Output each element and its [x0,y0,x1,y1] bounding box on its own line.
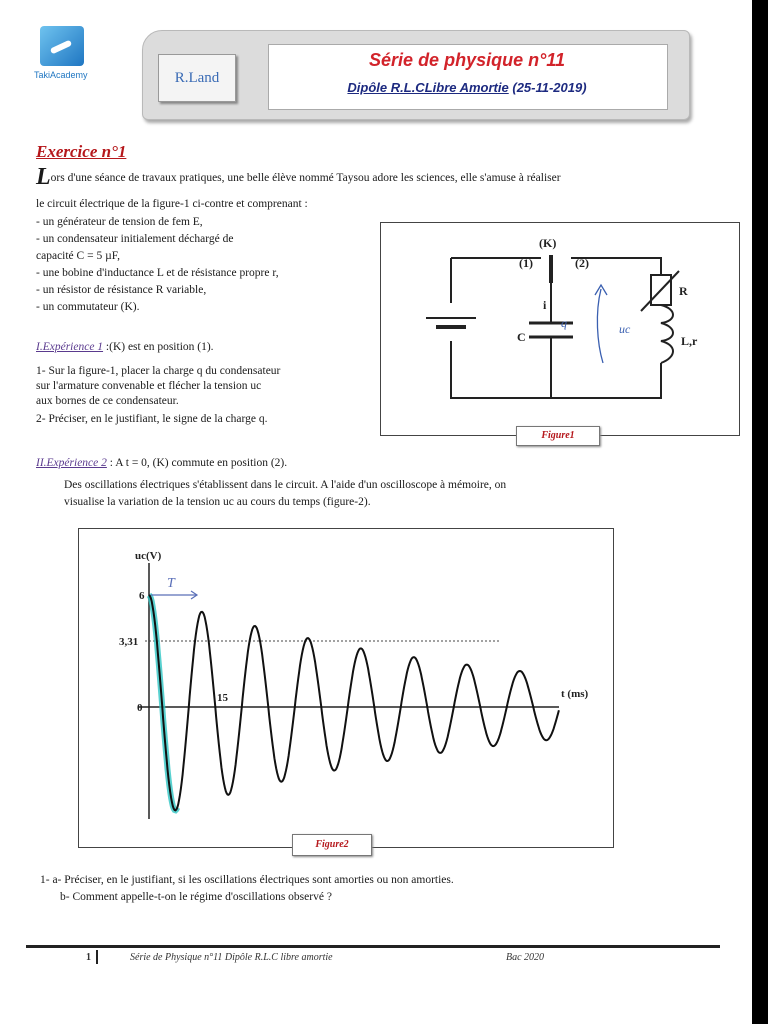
rland-badge: R.Land [158,54,236,102]
uc-curve [149,595,559,810]
takiacademy-logo [34,26,106,96]
list-item: - un résistor de résistance R variable, [36,284,207,296]
footer-text: Série de Physique n°11 Dipôle R.L.C libre amortie [130,952,333,963]
question-1a: 1- a- Préciser, en le justifiant, si les oscillations électriques sont amorties ou non amorties. [40,874,454,886]
footer-rule [26,945,720,948]
footer-separator [96,950,98,964]
tick-label: 0 [137,702,143,714]
coil-path [661,305,673,363]
pos2-label: (2) [575,256,589,270]
highlight-curve [149,595,177,810]
right-border-bar [752,0,768,1024]
figure2-caption: Figure2 [292,834,372,856]
part2-label: II.Expérience 2 [36,457,107,469]
drop-cap: L [36,164,51,190]
question-1b: b- Comment appelle-t-on le régime d'oscillations observé ? [60,891,332,903]
list-item: - une bobine d'inductance L et de résistance propre r, [36,267,279,279]
figure2-frame [78,528,614,848]
tick-label: 6 [139,590,145,602]
question-line: sur l'armature convenable et flécher la tension uc [36,380,262,392]
part2-text: : A t = 0, (K) commute en position (2). [106,457,288,469]
part1-text: :(K) est en position (1). [103,341,214,353]
subtitle-date: (25-11-2019) [512,80,587,95]
subtitle-text: Dipôle R.L.CLibre Amortie [347,80,509,95]
intro-line-2: le circuit électrique de la figure-1 ci-contre et comprenant : [36,198,308,210]
y-axis-label: uc(V) [135,550,162,562]
intro-line-1 [36,164,561,190]
handwritten-q: q [561,316,567,330]
intro-text-1: ors d'une séance de travaux pratiques, une belle élève nommé Taysou adore les sciences, elle s'amuse à réaliser [50,172,561,184]
figure1-frame [380,222,740,436]
handwritten-T: T [167,576,175,591]
question-line: 1- Sur la figure-1, placer la charge q du condensateur [36,365,281,377]
list-item: - un condensateur initialement déchargé de [36,233,234,245]
part2-heading [36,456,287,470]
circuit-diagram [381,223,739,435]
paragraph-line: Des oscillations électriques s'établissent dans le circuit. A l'aide d'un oscilloscope à mémoire, on [64,479,507,491]
paragraph-line: visualise la variation de la tension uc au cours du temps (figure-2). [64,496,371,508]
series-title: Série de physique n°11 [369,50,565,70]
list-item: - un générateur de tension de fem E, [36,216,203,228]
tick-label: 15 [217,692,228,704]
current-label: i [543,298,547,312]
logo-icon [40,26,84,66]
tick-label: 3,31 [119,636,139,648]
page-number: 1 [86,952,91,963]
series-subtitle [268,80,666,95]
coil-label: L,r [681,334,698,348]
question-line: 2- Préciser, en le justifiant, le signe de la charge q. [36,413,268,425]
wire [451,341,661,398]
handwritten-arrow [597,289,603,363]
res-label: R [679,284,688,298]
list-item: - un commutateur (K). [36,301,140,313]
part1-label: I.Expérience 1 [36,341,104,353]
list-item: capacité C = 5 µF, [36,250,121,262]
cap-label: C [517,330,526,344]
pos1-label: (1) [519,256,533,270]
handwritten-uc: uc [619,322,631,336]
uc-time-chart [79,529,613,847]
figure1-caption: Figure1 [516,426,600,446]
footer-year: Bac 2020 [506,952,545,963]
exercise-title: Exercice n°1 [36,142,127,161]
curve-layer [149,595,559,810]
part1-heading [36,340,214,354]
switch-label: (K) [539,236,557,250]
question-line: aux bornes de ce condensateur. [36,395,179,407]
logo-text: TakiAcademy [34,70,88,80]
x-axis-label: t (ms) [561,688,589,700]
